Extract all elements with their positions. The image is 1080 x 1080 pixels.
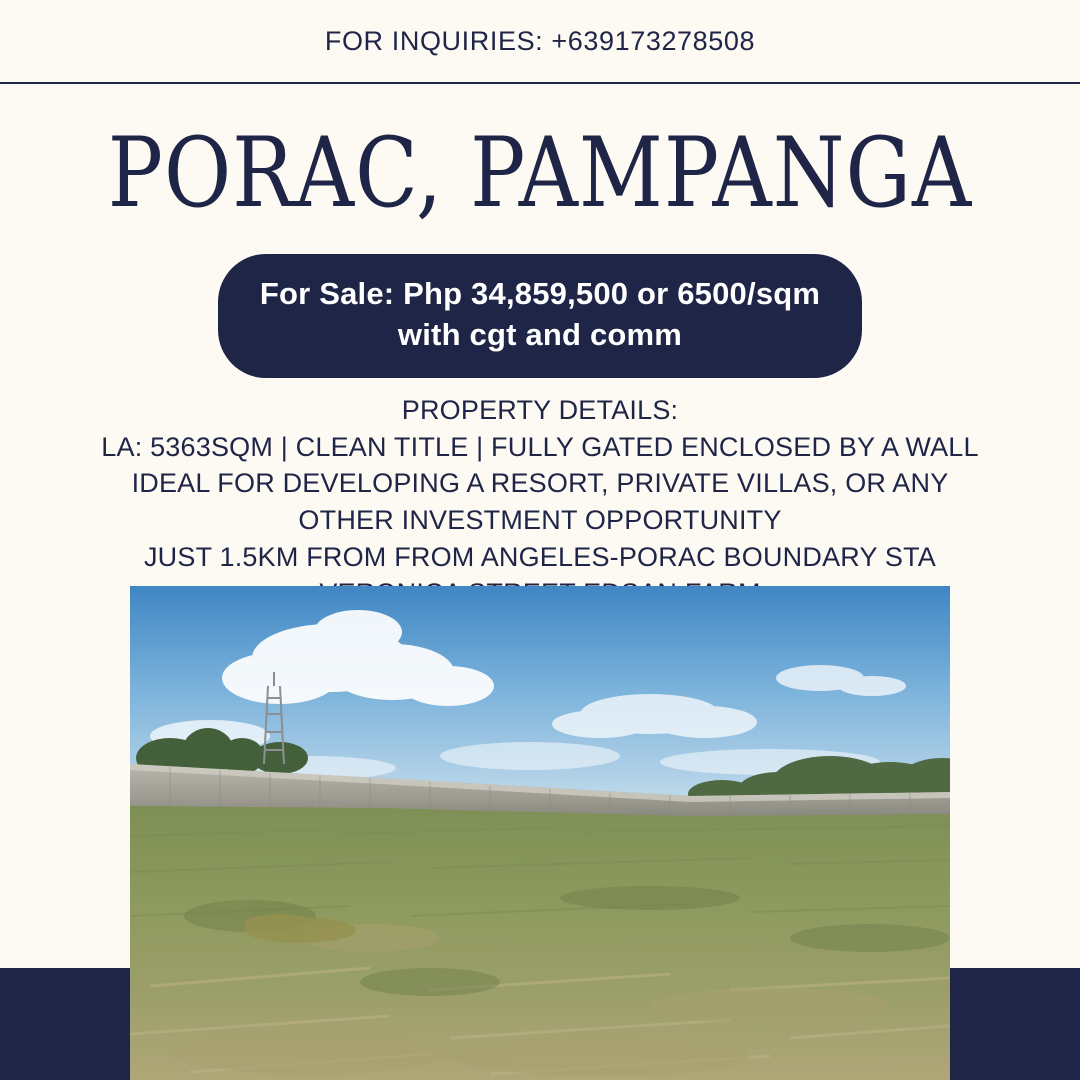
- property-details-line-3: OTHER INVESTMENT OPPORTUNITY: [298, 504, 782, 535]
- property-details-line-1: LA: 5363SQM | CLEAN TITLE | FULLY GATED ENCLOSED BY A WALL: [101, 431, 979, 462]
- property-details: [0, 392, 1080, 612]
- inquiry-text: FOR INQUIRIES: +639173278508: [324, 25, 756, 56]
- property-details-line-2: IDEAL FOR DEVELOPING A RESORT, PRIVATE VILLAS, OR ANY: [131, 468, 949, 499]
- headline-wrap: [0, 84, 1080, 230]
- property-photo: [130, 586, 950, 1080]
- price-pill-wrap: [0, 254, 1080, 378]
- property-details-line-4: JUST 1.5KM FROM FROM ANGELES-PORAC BOUNDARY STA: [143, 541, 937, 572]
- property-details-title: PROPERTY DETAILS:: [401, 394, 679, 425]
- price-line-2: with cgt and comm: [397, 316, 683, 352]
- price-line-1: For Sale: Php 34,859,500 or 6500/sqm: [259, 276, 821, 311]
- page-title: PORAC, PAMPANGA: [107, 117, 973, 230]
- inquiry-bar: [0, 0, 1080, 84]
- price-badge: [218, 254, 862, 378]
